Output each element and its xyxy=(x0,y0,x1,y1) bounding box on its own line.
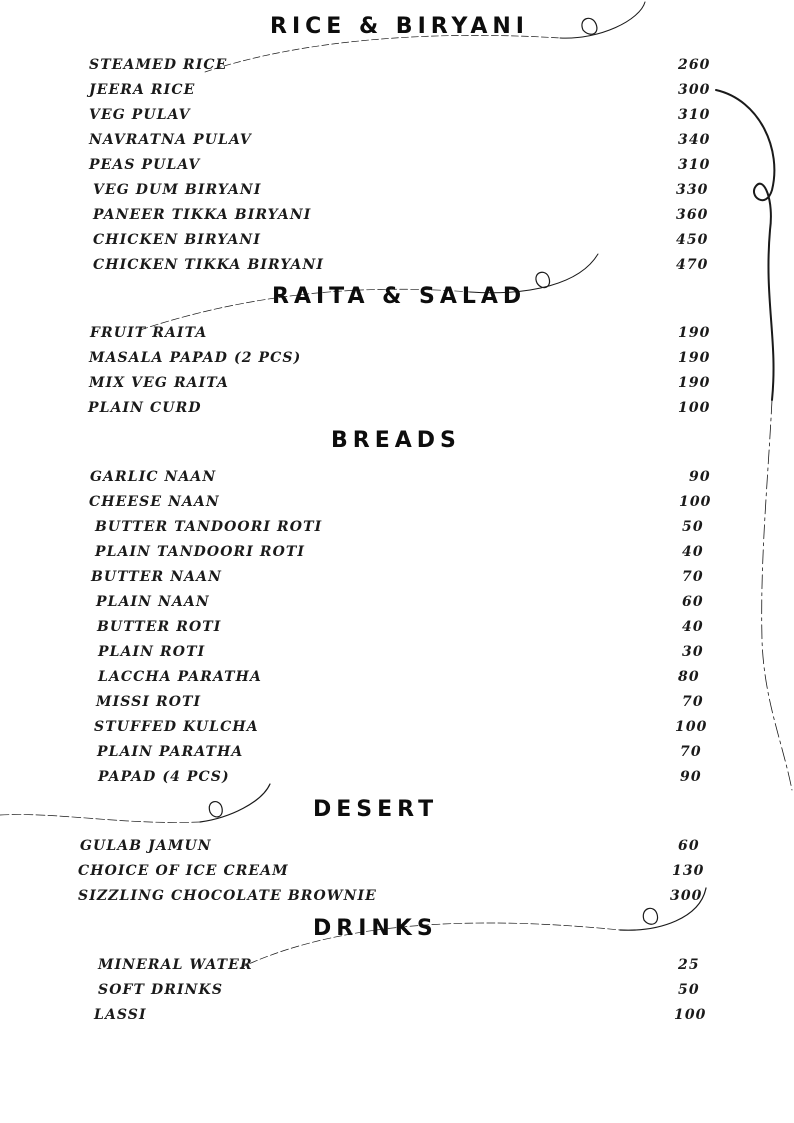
menu-item-name: PLAIN PARATHA xyxy=(97,744,244,760)
menu-item-price: 60 xyxy=(678,838,700,854)
menu-item-row xyxy=(0,254,794,276)
menu-item-name: STEAMED RICE xyxy=(89,57,228,73)
menu-item-row xyxy=(0,1004,794,1026)
menu-item-name: LASSI xyxy=(94,1007,147,1023)
menu-item-name: GULAB JAMUN xyxy=(80,838,212,854)
menu-item-name: PLAIN NAAN xyxy=(96,594,210,610)
section-title: RAITA & SALAD xyxy=(272,284,527,309)
menu-item-row xyxy=(0,979,794,1001)
menu-item-row xyxy=(0,860,794,882)
menu-item-name: VEG PULAV xyxy=(89,107,191,123)
menu-item-price: 300 xyxy=(670,888,703,904)
menu-item-name: CHOICE OF ICE CREAM xyxy=(78,863,289,879)
menu-item-name: JEERA RICE xyxy=(89,82,196,98)
menu-item-name: MINERAL WATER xyxy=(98,957,253,973)
menu-item-row xyxy=(0,885,794,907)
section-title: DESERT xyxy=(313,797,439,822)
menu-item-row xyxy=(0,691,794,713)
menu-item-name: MIX VEG RAITA xyxy=(89,375,230,391)
menu-item-name: PEAS PULAV xyxy=(89,157,201,173)
menu-item-name: NAVRATNA PULAV xyxy=(89,132,252,148)
menu-item-price: 25 xyxy=(678,957,700,973)
menu-item-price: 300 xyxy=(678,82,711,98)
menu-item-name: PAPAD (4 PCS) xyxy=(98,769,230,785)
menu-item-row xyxy=(0,372,794,394)
menu-item-price: 90 xyxy=(689,469,711,485)
menu-item-price: 70 xyxy=(682,569,704,585)
menu-item-price: 40 xyxy=(682,544,704,560)
menu-item-name: MISSI ROTI xyxy=(96,694,202,710)
menu-item-price: 130 xyxy=(672,863,705,879)
menu-item-name: CHEESE NAAN xyxy=(89,494,220,510)
menu-item-price: 310 xyxy=(678,107,711,123)
menu-item-row xyxy=(0,954,794,976)
menu-item-price: 50 xyxy=(678,982,700,998)
menu-item-name: PANEER TIKKA BIRYANI xyxy=(93,207,312,223)
menu-item-row xyxy=(0,541,794,563)
menu-item-row xyxy=(0,179,794,201)
menu-item-row xyxy=(0,835,794,857)
menu-item-price: 340 xyxy=(678,132,711,148)
menu-item-price: 190 xyxy=(678,375,711,391)
menu-item-price: 260 xyxy=(678,57,711,73)
menu-item-price: 40 xyxy=(682,619,704,635)
menu-item-row xyxy=(0,347,794,369)
menu-item-price: 190 xyxy=(678,325,711,341)
menu-item-row xyxy=(0,566,794,588)
menu-item-name: LACCHA PARATHA xyxy=(98,669,262,685)
menu-item-row xyxy=(0,741,794,763)
menu-item-row xyxy=(0,54,794,76)
section-title: BREADS xyxy=(331,428,461,453)
menu-item-row xyxy=(0,322,794,344)
menu-item-row xyxy=(0,491,794,513)
menu-item-name: PLAIN TANDOORI ROTI xyxy=(95,544,306,560)
menu-item-price: 470 xyxy=(676,257,709,273)
menu-item-price: 450 xyxy=(676,232,709,248)
menu-item-row xyxy=(0,129,794,151)
menu-item-row xyxy=(0,641,794,663)
menu-item-price: 310 xyxy=(678,157,711,173)
menu-item-name: STUFFED KULCHA xyxy=(94,719,259,735)
menu-item-row xyxy=(0,766,794,788)
menu-item-name: BUTTER ROTI xyxy=(97,619,222,635)
menu-item-price: 100 xyxy=(678,400,711,416)
section-title: RICE & BIRYANI xyxy=(270,14,529,39)
menu-item-name: GARLIC NAAN xyxy=(90,469,217,485)
menu-item-row xyxy=(0,666,794,688)
menu-item-row xyxy=(0,204,794,226)
menu-item-row xyxy=(0,104,794,126)
menu-item-name: PLAIN CURD xyxy=(88,400,202,416)
menu-item-price: 70 xyxy=(682,694,704,710)
menu-item-row xyxy=(0,79,794,101)
menu-item-price: 80 xyxy=(678,669,700,685)
menu-item-name: PLAIN ROTI xyxy=(98,644,206,660)
menu-item-name: BUTTER NAAN xyxy=(91,569,222,585)
menu-item-name: CHICKEN BIRYANI xyxy=(93,232,261,248)
menu-item-price: 330 xyxy=(676,182,709,198)
menu-item-name: SOFT DRINKS xyxy=(98,982,224,998)
menu-item-row xyxy=(0,616,794,638)
section-title: DRINKS xyxy=(313,916,438,941)
menu-item-name: MASALA PAPAD (2 PCS) xyxy=(89,350,302,366)
menu-item-name: BUTTER TANDOORI ROTI xyxy=(95,519,323,535)
menu-item-row xyxy=(0,154,794,176)
menu-item-row xyxy=(0,397,794,419)
menu-item-price: 90 xyxy=(680,769,702,785)
menu-item-price: 360 xyxy=(676,207,709,223)
menu-item-row xyxy=(0,229,794,251)
menu-item-name: SIZZLING CHOCOLATE BROWNIE xyxy=(78,888,377,904)
menu-item-price: 100 xyxy=(674,1007,707,1023)
menu-item-price: 190 xyxy=(678,350,711,366)
menu-item-name: FRUIT RAITA xyxy=(90,325,208,341)
menu-item-row xyxy=(0,716,794,738)
menu-item-name: VEG DUM BIRYANI xyxy=(93,182,262,198)
menu-item-row xyxy=(0,466,794,488)
menu-item-price: 60 xyxy=(682,594,704,610)
menu-item-row xyxy=(0,516,794,538)
menu-item-name: CHICKEN TIKKA BIRYANI xyxy=(93,257,325,273)
menu-item-price: 100 xyxy=(679,494,712,510)
menu-item-price: 100 xyxy=(675,719,708,735)
menu-item-price: 70 xyxy=(680,744,702,760)
menu-item-row xyxy=(0,591,794,613)
menu-item-price: 50 xyxy=(682,519,704,535)
menu-item-price: 30 xyxy=(682,644,704,660)
